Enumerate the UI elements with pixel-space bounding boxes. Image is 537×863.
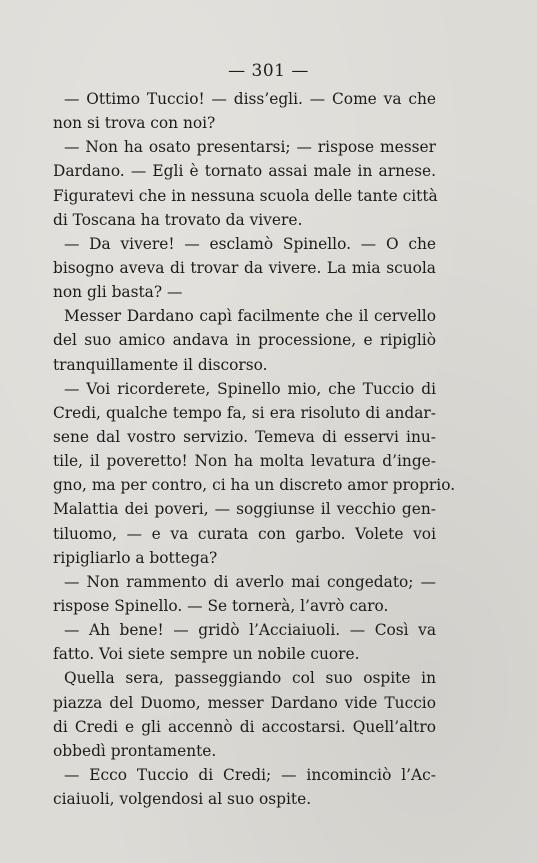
text-line: Quella sera, passeggiando col suo ospite in <box>64 669 436 688</box>
text-line: di Toscana ha trovato da vivere. <box>53 210 303 229</box>
text-line: obbedì prontamente. <box>53 741 217 760</box>
text-line: Malattia dei poveri, — soggiunse il vecchio gen- <box>53 500 436 519</box>
text-line: ciaiuoli, volgendosi al suo ospite. <box>53 790 312 809</box>
text-line: tranquillamente il discorso. <box>53 355 268 374</box>
text-line: non si trova con noi? <box>53 114 216 133</box>
text-line: bisogno aveva di trovar da vivere. La mia scuola <box>53 258 436 277</box>
text-line: — Ecco Tuccio di Credi; — incominciò l’Ac- <box>64 765 436 784</box>
text-line: — Voi ricorderete, Spinello mio, che Tuccio di <box>64 379 436 398</box>
text-line: — Non rammento di averlo mai congedato; — <box>64 572 436 591</box>
text-line: ripigliarlo a bottega? <box>53 548 218 567</box>
text-line: — Non ha osato presentarsi; — rispose messer <box>64 138 436 157</box>
text-line: — Ottimo Tuccio! — diss’egli. — Come va che <box>64 90 436 108</box>
text-line: tile, il poveretto! Non ha molta levatura d’inge- <box>53 452 436 471</box>
text-line: Credi, qualche tempo fa, si era risoluto di andar- <box>53 403 436 422</box>
text-line: piazza del Duomo, messer Dardano vide Tuccio <box>53 693 436 712</box>
text-line: — Ah bene! — gridò l’Acciaiuoli. — Così va <box>64 621 436 640</box>
text-line: del suo amico andava in processione, e ripigliò <box>53 331 436 350</box>
text-line: fatto. Voi siete sempre un nobile cuore. <box>53 645 360 664</box>
text-line: tiluomo, — e va curata con garbo. Volete voi <box>53 524 436 543</box>
text-line: di Credi e gli accennò di accostarsi. Quell’altro <box>53 717 436 736</box>
text-line: rispose Spinello. — Se tornerà, l’avrò caro. <box>53 596 389 615</box>
text-line: gno, ma per contro, ci ha un discreto amor proprio. <box>53 476 456 495</box>
text-line: Figuratevi che in nessuna scuola delle tante città <box>53 186 438 205</box>
text-line: non gli basta? — <box>53 283 183 302</box>
text-line: Messer Dardano capì facilmente che il cervello <box>64 307 436 326</box>
text-line: Dardano. — Egli è tornato assai male in arnese. <box>53 162 436 181</box>
body-text <box>53 87 456 811</box>
page-number: — 301 — <box>228 61 309 81</box>
text-line: sene dal vostro servizio. Temeva di esservi inu- <box>53 427 436 446</box>
text-line: — Da vivere! — esclamò Spinello. — O che <box>64 234 436 253</box>
